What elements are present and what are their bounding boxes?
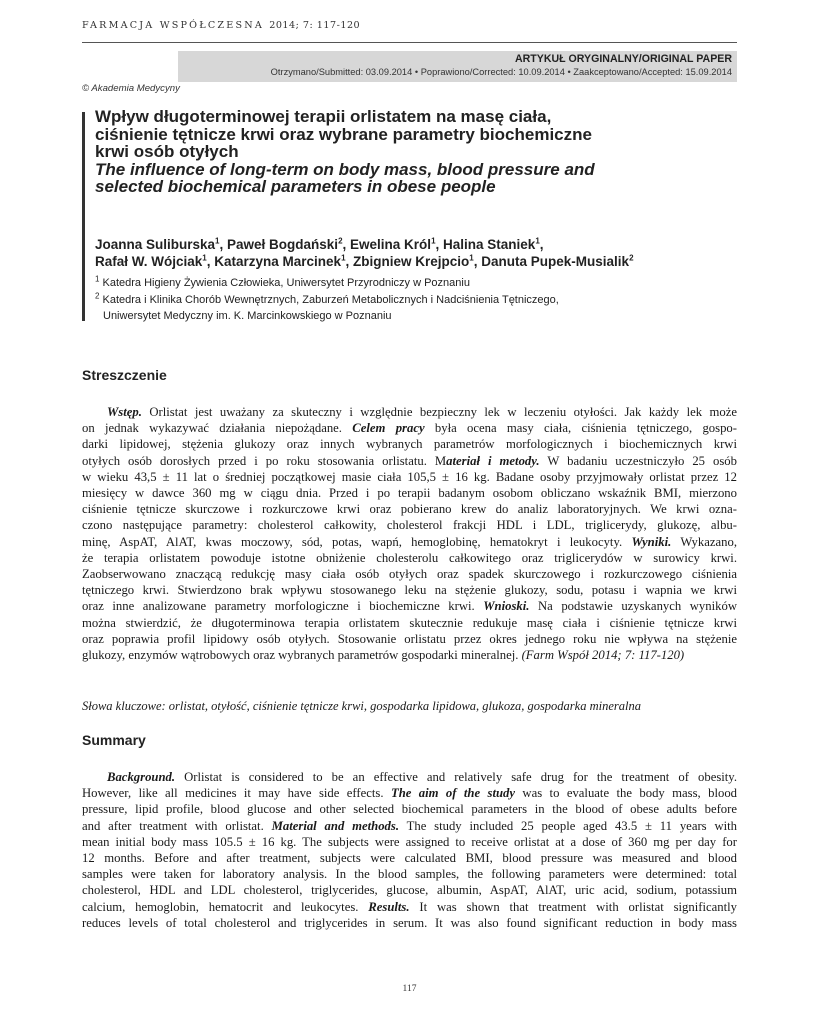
text-line [82,631,737,647]
text-line [82,818,737,834]
title-polish [95,108,745,161]
affil-number: 2 [95,290,100,300]
journal-citation: 2014; 7: 117-120 [269,20,361,31]
meta-box [178,51,737,82]
author-affil-ref: 1 [341,253,346,263]
keywords: Słowa kluczowe: orlistat, otyłość, ciśnienie tętnicze krwi, gospodarka lipidowa, glukoza, gospodarka mineralna [82,699,641,713]
text-segment: w wieku 43,5 ± 11 lat o średniej początkowej masie ciała 105,5 ± 16 kg. Badane osoby przyjmowały orlistat przez 12 [82,469,737,484]
text-line [82,850,737,866]
text-segment: It was shown that treatment with orlistat significantly [409,899,737,914]
title-left-bar [82,112,85,321]
text-line [82,769,737,785]
text-line [82,801,737,817]
text-line [82,420,737,436]
title-polish-line: krwi osób otyłych [95,142,239,161]
text-line [82,534,737,550]
title-polish-line: Wpływ długoterminowej terapii orlistatem na masę ciała, [95,107,552,126]
text-line [82,404,737,420]
title-english [95,161,745,196]
page-number: 117 [402,984,417,994]
text-segment: Wstęp. [107,405,142,419]
text-line [82,436,737,452]
text-segment: Wykazano, [671,534,737,549]
author: Rafał W. Wójciak [95,254,203,269]
text-segment: że terapia orlistatem powoduje istotne obniżenie cholesterolu całkowitego oraz triglicerydów w surowicy krwi. [82,550,737,565]
text-segment: pressure, lipid profile, blood glucose and other selected biochemical parameters in the blood of obese adults before [82,802,737,817]
authors-line [95,253,745,270]
affil-text: Katedra i Klinika Chorób Wewnętrznych, Zaburzeń Metabolicznych i Nadciśnienia Tętniczego, [102,293,559,306]
text-line [82,615,737,631]
text-segment: Wnioski. [483,599,530,614]
text-segment: Material and methods. [271,818,399,833]
text-segment: otyłych osób dorosłych przed i po roku stosowania orlistatu. M [82,453,447,468]
author: Joanna Suliburska [95,237,216,252]
author-separator: , [345,254,354,269]
author: Paweł Bogdański [227,237,339,252]
text-segment: oraz poprawia profil lipidowy osób otyłych. Stosowanie orlistatu przez okres jednego roku nie wpływa na stężenie [82,631,737,646]
text-line [82,899,737,915]
text-segment: The aim of the study [390,786,516,801]
text-segment: glukozy, enzymów wątrobowych oraz wybranych parametrów gospodarki mineralnej. [82,648,522,663]
streszczenie-paragraph [82,404,737,663]
author-separator: , [473,254,482,269]
affiliation-2 [95,292,745,309]
text-line [82,485,737,501]
text-segment: Wyniki. [631,534,672,549]
text-line [82,785,737,801]
text-line [82,915,737,931]
text-line [82,882,737,898]
text-segment: ateriał i metody. [446,453,540,468]
text-segment: Background. [107,770,176,784]
author-affil-ref: 2 [629,253,634,263]
text-line [82,647,737,663]
text-line [82,582,737,598]
title-english-line: The influence of long-term on body mass, blood pressure and [95,159,595,179]
author: Ewelina Król [350,237,432,252]
author-separator: , [342,237,351,252]
authors-line [95,236,745,253]
text-line [82,866,737,882]
title-polish-line: ciśnienie tętnicze krwi oraz wybrane parametry biochemiczne [95,124,592,144]
text-segment: czono następujące parametry: cholesterol całkowity, cholesterol frakcji HDL i LDL, triglicerydy, glukozę, albu- [82,518,737,533]
text-line [82,517,737,533]
text-segment: była ocena masy ciała, ciśnienia tętniczego, gospo- [424,421,737,436]
text-line [82,834,737,850]
author-affil-ref: 1 [215,236,220,246]
text-line [82,469,737,485]
text-segment: samples were taken for laboratory analysis. In the blood samples, the following parameters were determined: total [82,867,737,882]
text-segment: The study included 25 people aged 43.5 ± 11 years with [399,818,737,833]
text-line [82,501,737,517]
text-segment: However, like all medicines it may have side effects. [82,786,391,801]
text-segment: reduces levels of total cholesterol and triglycerides in serum. It was also found significant reduction in body mass [82,915,737,930]
text-segment: and after treatment with orlistat. [82,818,272,833]
affil-number: 1 [95,274,100,284]
text-line [82,550,737,566]
author-separator: , [539,237,544,252]
author: Zbigniew Krejpcio [353,254,470,269]
text-segment: miesięcy w dawce 360 mg w ciągu dnia. Przed i po terapii badanym osobom obliczano wskaźnik BMI, mierzono [82,486,737,501]
author-separator: , [219,237,228,252]
text-segment: oraz inne analizowane parametry morfologiczne i biochemiczne krwi. [82,599,484,614]
author-separator: , [435,237,444,252]
authors [95,236,745,270]
text-segment: minę, AspAT, AlAT, kwas moczowy, sód, potas, wapń, hemoglobinę, hematokryt i leukocyty. [82,534,632,549]
copyright: © Akademia Medycyny [82,83,180,94]
article-dates: Otrzymano/Submitted: 03.09.2014 • Poprawiono/Corrected: 10.09.2014 • Zaakceptowano/Accepted: 15.09.2014 [270,67,732,77]
title-block [95,108,745,196]
text-line [82,566,737,582]
author: Katarzyna Marcinek [214,254,342,269]
affiliation-2-cont [95,308,745,325]
text-segment: 12 months. Before and after treatment, subjects were calculated BMI, blood pressure was measured and blood [82,851,737,866]
text-segment: Orlistat is considered to be an effective and relatively safe drug for the treatment of obesity. [175,770,737,784]
affiliation-1 [95,275,745,292]
author-affil-ref: 1 [535,236,540,246]
summary-heading: Summary [82,732,146,748]
text-segment: ciśnienie tętnicze skurczowe i rozkurczowe krwi oraz pobierano krew do analiz laboratoryjnych. We krwi ozna- [82,502,737,517]
author-affil-ref: 1 [202,253,207,263]
text-segment: Results. [368,899,410,914]
text-segment: Na podstawie uzyskanych wyników [529,599,737,614]
text-segment: Zaobserwowano znaczącą redukcję masy ciała osób otyłych oraz spadek skurczowego i rozkurczowego ciśnienia [82,567,737,582]
author-affil-ref: 2 [338,236,343,246]
author-separator: , [206,254,215,269]
text-segment: można stwierdzić, że długoterminowa terapia orlistatem skutecznie redukuje masę ciała i ciśnienie tętnicze krwi [82,615,737,630]
text-segment: Orlistat jest uważany za skuteczny i względnie bezpieczny lek w leczeniu otyłości. Jak każdy lek może [141,405,737,419]
streszczenie-heading: Streszczenie [82,367,167,383]
summary-paragraph [82,769,737,931]
text-segment: cholesterol, HDL and LDL cholesterol, triglycerides, glucose, albumin, AspAT, AlAT, uric acid, sodium, potassium [82,883,737,898]
author: Halina Staniek [443,237,536,252]
affiliations [95,275,745,325]
journal-name: FARMACJA WSPÓŁCZESNA [82,20,264,31]
author: Danuta Pupek-Musialik [481,254,630,269]
affil-text: Uniwersytet Medyczny im. K. Marcinkowskiego w Poznaniu [103,310,392,322]
text-segment: darki lipidowej, stężenia glukozy oraz innych wybranych parametrów morfologicznych i biochemicznych krwi [82,437,737,452]
text-segment: Celem pracy [352,421,425,436]
journal-header [82,20,737,31]
text-segment: mean initial body mass 105.5 ± 16 kg. The subjects were assigned to receive orlistat at a dose of 360 mg per day for [82,834,737,849]
title-english-line: selected biochemical parameters in obese people [95,177,496,196]
text-segment: tętniczego krwi. Stwierdzono brak wpływu stosowanego leku na stężenie glukozy, sodu, potasu i wapnia we krwi [82,583,737,598]
affil-text: Katedra Higieny Żywienia Człowieka, Uniwersytet Przyrodniczy w Poznaniu [102,277,470,289]
text-segment: calcium, hemoglobin, hematocrit and leukocytes. [82,899,369,914]
author-affil-ref: 1 [469,253,474,263]
author-affil-ref: 1 [431,236,436,246]
text-line [82,598,737,614]
header-rule [82,42,737,43]
article-type: ARTYKUŁ ORYGINALNY/ORIGINAL PAPER [515,53,732,65]
text-segment: (Farm Współ 2014; 7: 117-120) [521,648,685,663]
text-segment: on jednak wykazywać działania niepożądane. [82,421,353,436]
text-line [82,453,737,469]
text-segment: W badaniu uczestniczyło 25 osób [539,453,737,468]
text-segment: was to evaluate the body mass, blood [515,786,738,801]
